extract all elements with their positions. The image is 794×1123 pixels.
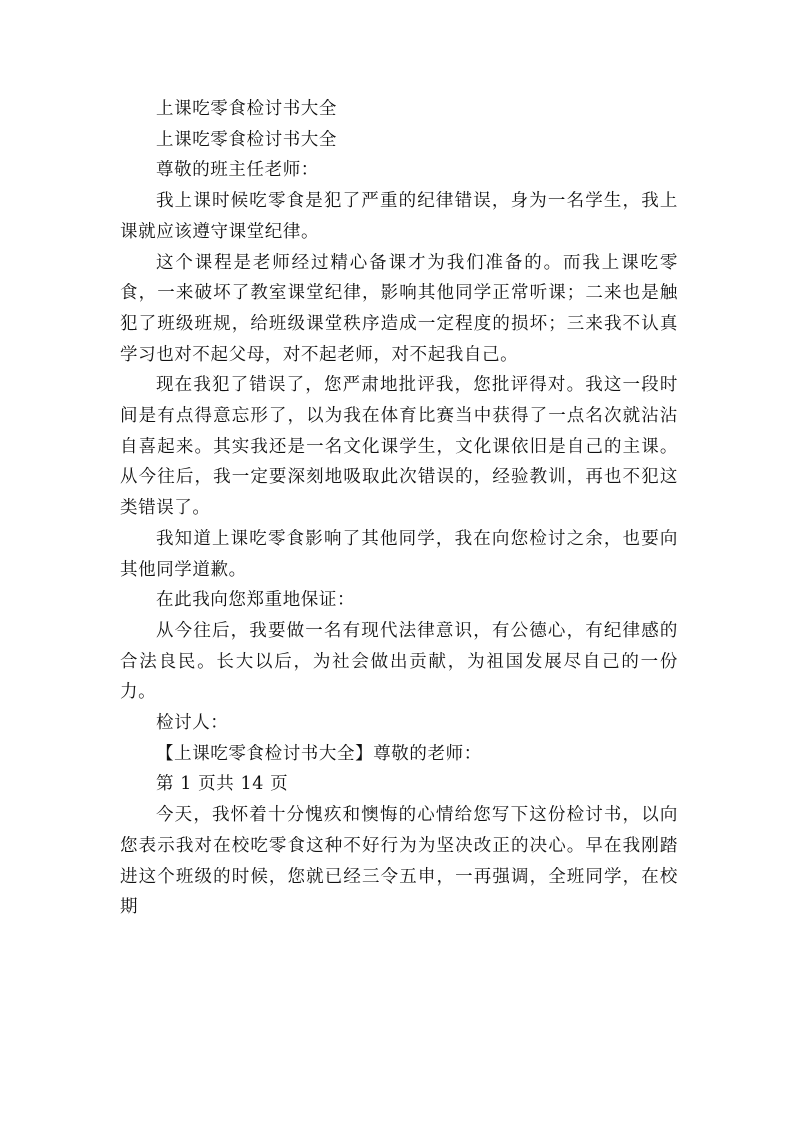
salutation: 尊敬的班主任老师： <box>156 160 319 181</box>
section-heading: 【上课吃零食检讨书大全】尊敬的老师： <box>156 743 482 764</box>
body-paragraph: 今天，我怀着十分愧疚和懊悔的心情给您写下这份检讨书，以向您表示我对在校吃零食这种不好行为为坚决改正的决心。早在我刚踏进这个班级的时候，您就已经三令五申，一再强调，全班同学，在校期 <box>120 805 678 918</box>
body-paragraph: 现在我犯了错误了，您严肃地批评我，您批评得对。我这一段时间是有点得意忘形了，以为我在体育比赛当中获得了一点名次就沾沾自喜起来。其实我还是一名文化课学生，文化课依旧是自己的主课。从今往后，我一定要深刻地吸取此次错误的，经验教训，再也不犯这类错误了。 <box>120 375 678 519</box>
pledge-intro: 在此我向您郑重地保证： <box>156 590 356 611</box>
body-paragraph: 我知道上课吃零食影响了其他同学，我在向您检讨之余，也要向其他同学道歉。 <box>120 528 678 580</box>
document-subtitle: 上课吃零食检讨书大全 <box>156 129 337 150</box>
page-number: 第 1 页共 14 页 <box>156 774 289 795</box>
body-paragraph: 我上课时候吃零食是犯了严重的纪律错误，身为一名学生，我上课就应该遵守课堂纪律。 <box>120 191 678 242</box>
signature-line: 检讨人： <box>156 713 229 734</box>
body-paragraph: 这个课程是老师经过精心备课才为我们准备的。而我上课吃零食，一来破坏了教室课堂纪律，影响其他同学正常听课；二来也是触犯了班级班规，给班级课堂秩序造成一定程度的损坏；三来我不认真学习也对不起父母，对不起老师，对不起我自己。 <box>120 252 678 365</box>
document-body <box>120 94 678 923</box>
document-title: 上课吃零食检讨书大全 <box>156 99 337 119</box>
body-paragraph: 从今往后，我要做一名有现代法律意识，有公德心，有纪律感的合法良民。长大以后，为社会做出贡献，为祖国发展尽自己的一份力。 <box>120 620 678 703</box>
